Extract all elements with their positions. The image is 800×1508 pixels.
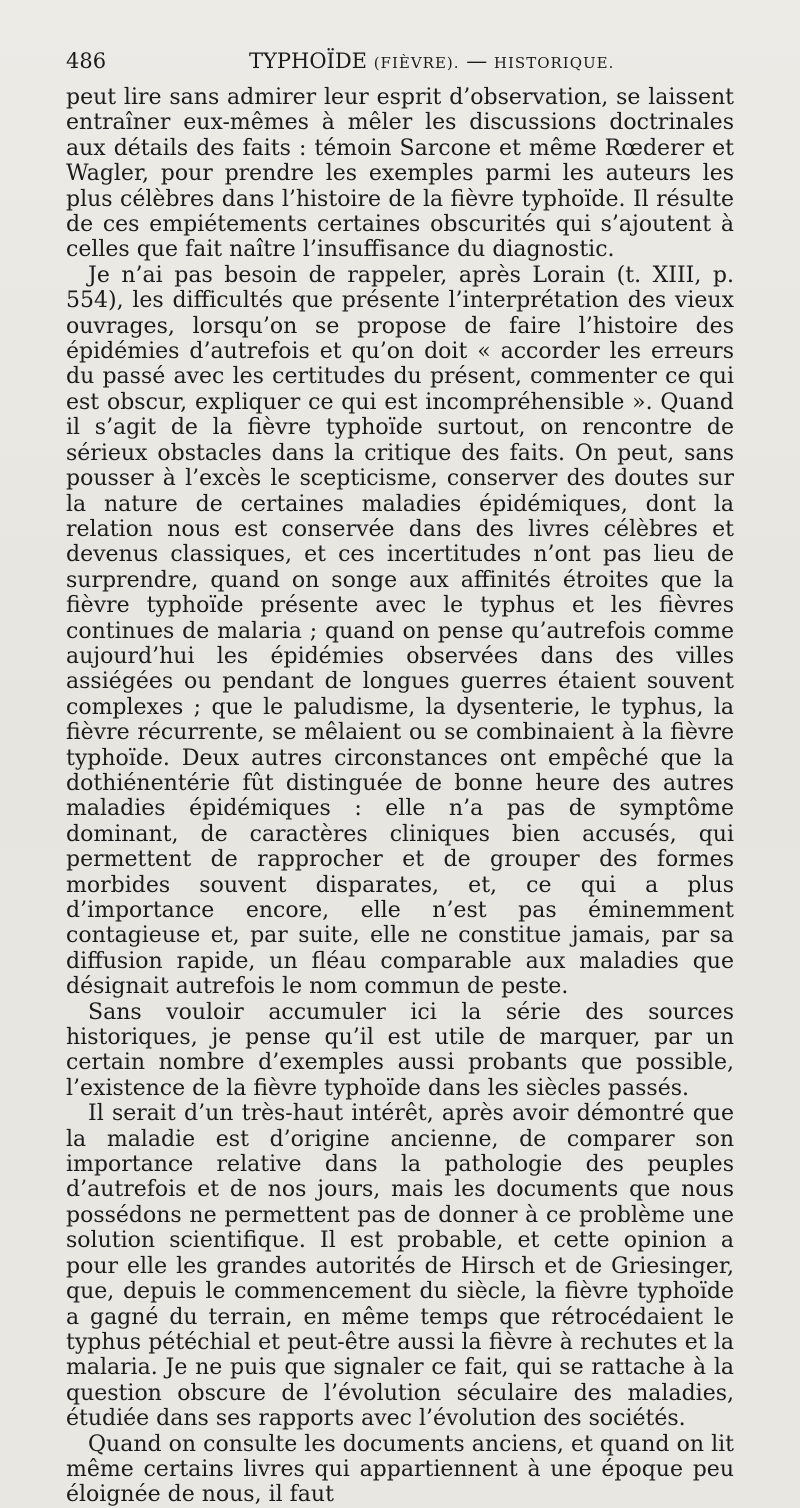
body-text (66, 85, 734, 1508)
running-head (66, 45, 734, 77)
title-separator: — (466, 49, 488, 73)
paragraph-importance: Il serait d’un très-haut intérêt, après avoir démontré que la maladie est d’origine ancienne, de comparer son importance relative dans la pathologie des peuples d’autrefois et de nos jours, mais les documents que nous possédons ne permettent pas de donner à ce problème une solution scientifique. Il est probable, et cette opinion a pour elle les grandes autorités de Hirsch et de Griesinger, que, depuis le commencement du siècle, la fièvre typhoïde a gagné du terrain, en même temps que rétrocédaient le typhus pétéchial et peut-être aussi la fièvre à rechutes et la malaria. Je ne puis que signaler ce fait, qui se rattache à la question obscure de l’évolution séculaire des maladies, étudiée dans ses rapports avec l’évolution des sociétés. (66, 1101, 734, 1432)
paragraph-lorain: Je n’ai pas besoin de rappeler, après Lorain (t. XIII, p. 554), les difficultés que présente l’interprétation des vieux ouvrages, lorsqu’on se propose de faire l’histoire des épidémies d’autrefois et qu’on doit « accorder les erreurs du passé avec les certitudes du présent, commenter ce qui est obscur, expliquer ce qui est incompréhensible ». Quand il s’agit de la fièvre typhoïde surtout, on rencontre de sérieux obstacles dans la critique des faits. On peut, sans pousser à l’excès le scepticisme, conserver des doutes sur la nature de certaines maladies épidémiques, dont la relation nous est conservée dans des livres célèbres et devenus classiques, et ces incertitudes n’ont pas lieu de surprendre, quand on songe aux affinités étroites que la fièvre typhoïde présente avec le typhus et les fièvres continues de malaria ; quand on pense qu’autrefois comme aujourd’hui les épidémies observées dans des villes assiégées ou pendant de longues guerres étaient souvent complexes ; que le paludisme, la dysenterie, le typhus, la fièvre récurrente, se mêlaient ou se combinaient à la fièvre typhoïde. Deux autres circonstances ont empêché que la dothiénentérie fût distinguée de bonne heure des autres maladies épidémiques : elle n’a pas de symptôme dominant, de caractères cliniques bien accusés, qui permettent de rapprocher et de grouper des formes morbides souvent disparates, et, ce qui a plus d’importance encore, elle n’est pas éminemment contagieuse et, par suite, elle ne constitue jamais, par sa diffusion rapide, un fléau comparable aux maladies que désignait autrefois le nom commun de peste. (66, 262, 734, 1000)
title-subtitle: (FIÈVRE). (373, 54, 460, 72)
title-word: TYPHOÏDE (249, 49, 367, 73)
section-name: HISTORIQUE. (493, 54, 615, 72)
paragraph-sources: Sans vouloir accumuler ici la série des sources historiques, je pense qu’il est utile de marquer, par un certain nombre d’exemples aussi probants que possible, l’existence de la fièvre typhoïde dans les siècles passés. (66, 999, 734, 1101)
page-number: 486 (66, 49, 107, 73)
paragraph-continuation: peut lire sans admirer leur esprit d’observation, se laissent entraîner eux-mêmes à mêler les discussions doctrinales aux détails des faits : témoin Sarcone et même Rœderer et Wagler, pour prendre les exemples parmi les auteurs les plus célèbres dans l’histoire de la fièvre typhoïde. Il résulte de ces empiétements certaines obscurités qui s’ajoutent à celles que fait naître l’insuffisance du diagnostic. (66, 85, 734, 263)
running-title (249, 45, 614, 79)
paragraph-documents: Quand on consulte les documents anciens, et quand on lit même certains livres qui appartiennent à une époque peu éloignée de nous, il faut (66, 1431, 734, 1508)
